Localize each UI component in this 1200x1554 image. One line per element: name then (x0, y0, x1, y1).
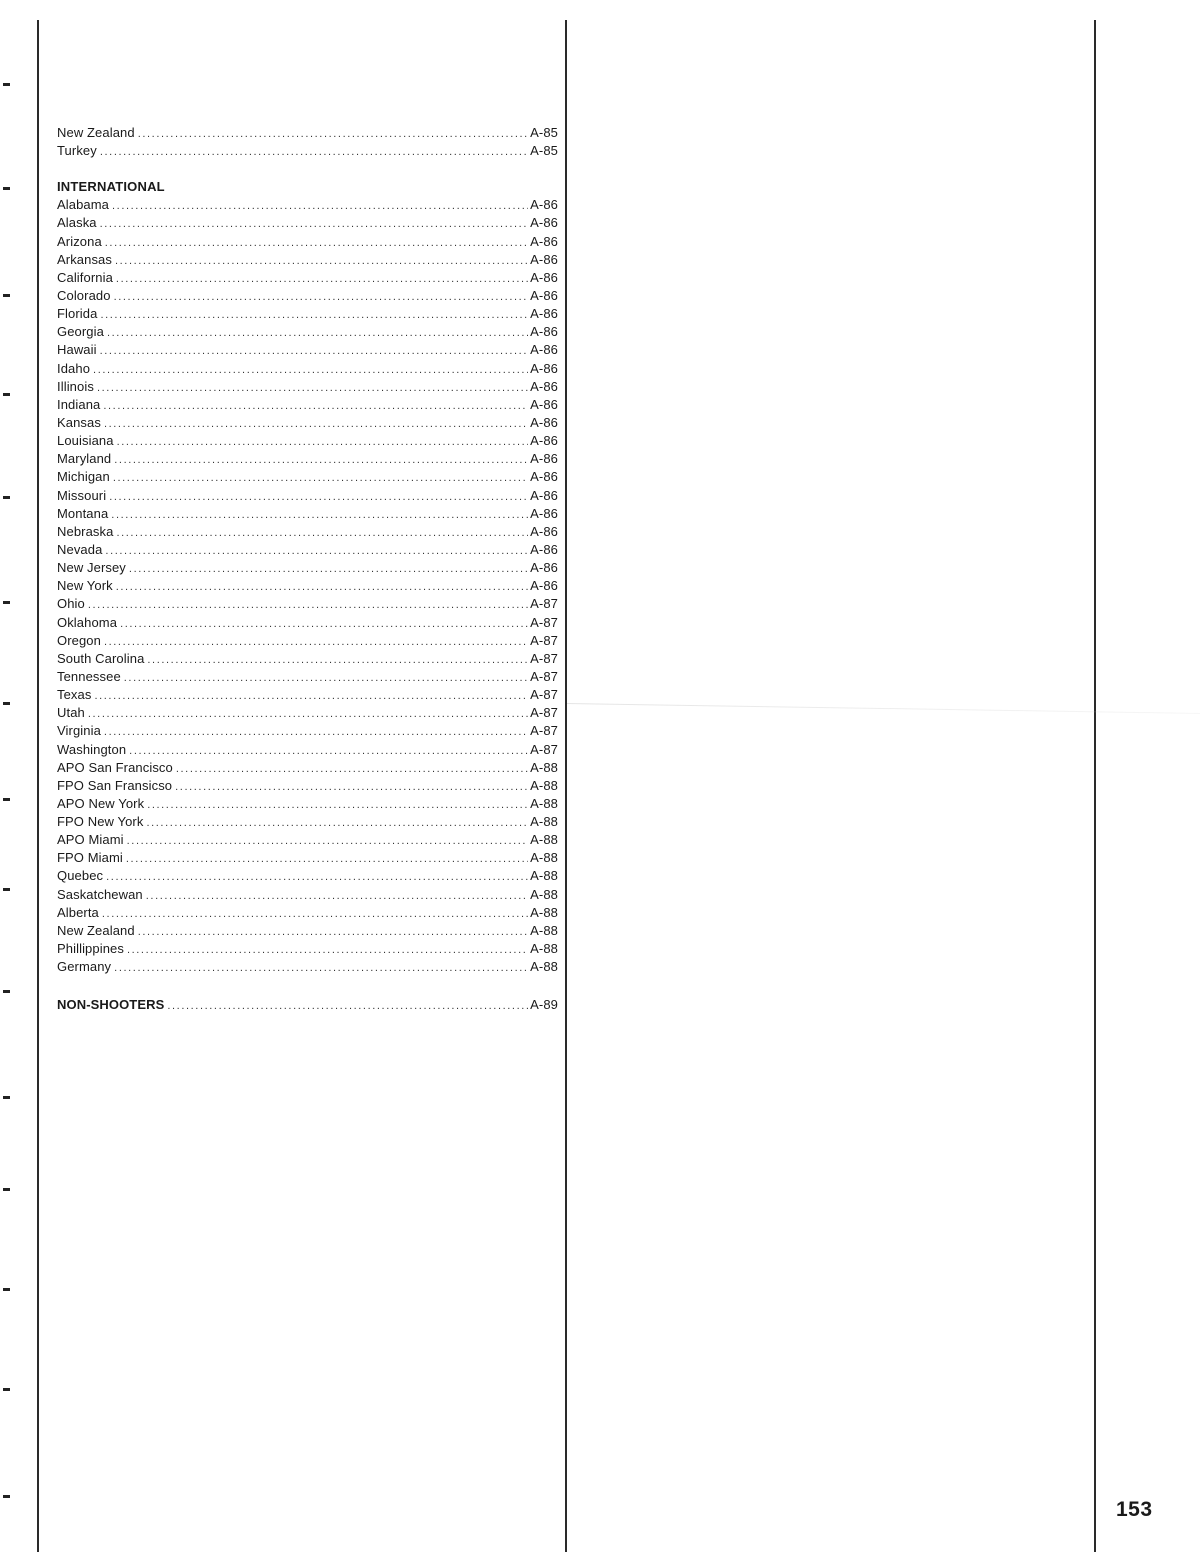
edge-tick-mark (3, 1288, 10, 1291)
scan-artifact-line (567, 703, 1200, 714)
entry-name: Texas (57, 687, 92, 703)
entry-name: New Zealand (57, 125, 135, 140)
dot-leader (167, 997, 528, 1014)
entry-page: A-86 (530, 269, 558, 285)
edge-tick-mark (3, 990, 10, 993)
edge-tick-mark (3, 798, 10, 801)
dot-leader (104, 723, 528, 740)
section-spacer (57, 976, 558, 996)
toc-entry (57, 849, 558, 867)
dot-leader (124, 669, 528, 686)
edge-tick-mark (3, 496, 10, 499)
dot-leader (116, 524, 528, 541)
toc-entry (57, 559, 558, 577)
entry-name: Georgia (57, 324, 104, 340)
entry-name: Tennessee (57, 668, 121, 684)
toc-entry (57, 341, 558, 359)
entry-page: A-87 (530, 596, 558, 612)
dot-leader (112, 197, 528, 214)
entry-page: A-86 (530, 505, 558, 521)
dot-leader (147, 796, 528, 813)
international-heading: INTERNATIONAL (57, 179, 165, 195)
international-entries-list (57, 196, 558, 976)
left-column-rule (37, 20, 39, 1552)
edge-tick-mark (3, 1388, 10, 1391)
entry-page: A-86 (530, 396, 558, 412)
toc-entry (57, 904, 558, 922)
entry-name: Hawaii (57, 342, 97, 358)
toc-entry (57, 632, 558, 650)
toc-entry (57, 759, 558, 777)
page-number: 153 (1116, 1498, 1153, 1521)
entry-name: FPO San Fransicso (57, 777, 173, 793)
entry-name: Missouri (57, 487, 107, 503)
entry-page: A-87 (530, 705, 558, 721)
toc-entry (57, 831, 558, 849)
entry-page: A-86 (530, 197, 558, 213)
toc-entry (57, 541, 558, 559)
toc-entry (57, 414, 558, 432)
entry-name: Maryland (57, 451, 112, 467)
entry-name: APO New York (57, 795, 145, 811)
entry-page: A-87 (530, 668, 558, 684)
entry-name: Indiana (57, 396, 101, 412)
entry-name: Illinois (57, 378, 94, 394)
dot-leader (94, 687, 528, 704)
entry-page: A-87 (530, 650, 558, 666)
toc-entry (57, 360, 558, 378)
dot-leader (97, 379, 528, 396)
entry-name: Virginia (57, 723, 101, 739)
table-of-contents (57, 124, 558, 1014)
toc-entry (57, 124, 558, 142)
entry-name: Idaho (57, 360, 91, 376)
toc-entry (57, 577, 558, 595)
entry-page: A-88 (530, 941, 558, 957)
entry-name: FPO Miami (57, 850, 123, 866)
middle-column-rule (565, 20, 567, 1552)
dot-leader (175, 778, 528, 795)
edge-tick-mark (3, 601, 10, 604)
entry-page: A-86 (530, 541, 558, 557)
entry-name: Alberta (57, 904, 99, 920)
dot-leader (104, 633, 528, 650)
toc-entry (57, 396, 558, 414)
dot-leader (114, 451, 528, 468)
dot-leader (138, 923, 528, 940)
toc-entry (57, 886, 558, 904)
entry-page: A-86 (530, 578, 558, 594)
dot-leader (100, 215, 529, 232)
entry-page: A-86 (530, 487, 558, 503)
entry-page: A-88 (530, 922, 558, 938)
entry-name: New Jersey (57, 560, 126, 576)
entry-page: A-85 (530, 143, 558, 159)
dot-leader (126, 850, 528, 867)
entry-name: FPO New York (57, 814, 144, 830)
dot-leader (106, 868, 528, 885)
toc-entry (57, 287, 558, 305)
dot-leader (138, 125, 528, 142)
entry-name: Michigan (57, 469, 110, 485)
toc-entry (57, 323, 558, 341)
entry-name: California (57, 269, 113, 285)
entry-name: NON-SHOOTERS (57, 997, 165, 1013)
dot-leader (116, 270, 528, 287)
dot-leader (114, 288, 529, 305)
entry-page: A-87 (530, 723, 558, 739)
entry-name: South Carolina (57, 650, 145, 666)
right-column-rule (1094, 20, 1096, 1552)
continued-entries-list (57, 124, 558, 160)
entry-page: A-87 (530, 614, 558, 630)
entry-name: Saskatchewan (57, 886, 143, 902)
toc-entry (57, 595, 558, 613)
toc-entry (57, 487, 558, 505)
toc-entry (57, 922, 558, 940)
entry-name: New York (57, 578, 113, 594)
entry-page: A-86 (530, 215, 558, 231)
entry-page: A-88 (530, 759, 558, 775)
entry-name: Oregon (57, 632, 101, 648)
toc-entry (57, 686, 558, 704)
toc-entry (57, 650, 558, 668)
dot-leader (100, 342, 529, 359)
entry-name: Arkansas (57, 251, 112, 267)
edge-tick-mark (3, 1495, 10, 1498)
entry-page: A-86 (530, 451, 558, 467)
dot-leader (111, 506, 528, 523)
entry-page: A-88 (530, 904, 558, 920)
toc-entry (57, 777, 558, 795)
edge-tick-mark (3, 187, 10, 190)
dot-leader (147, 651, 528, 668)
dot-leader (117, 433, 529, 450)
entry-name: Louisiana (57, 433, 114, 449)
toc-entry (57, 940, 558, 958)
toc-entry (57, 450, 558, 468)
dot-leader (107, 324, 528, 341)
entry-page: A-86 (530, 414, 558, 430)
entry-page: A-88 (530, 959, 558, 975)
entry-name: Quebec (57, 868, 104, 884)
toc-entry (57, 251, 558, 269)
toc-entry (57, 867, 558, 885)
dot-leader (115, 252, 528, 269)
entry-name: Washington (57, 741, 127, 757)
toc-entry (57, 233, 558, 251)
entry-page: A-86 (530, 233, 558, 249)
entry-name: Kansas (57, 414, 101, 430)
dot-leader (127, 941, 528, 958)
edge-tick-mark (3, 393, 10, 396)
entry-page: A-88 (530, 832, 558, 848)
entry-name: Utah (57, 705, 85, 721)
entry-name: Colorado (57, 287, 111, 303)
entry-page: A-86 (530, 378, 558, 394)
non-shooters-entry (57, 996, 558, 1014)
dot-leader (114, 959, 528, 976)
toc-entry (57, 468, 558, 486)
entry-page: A-86 (530, 342, 558, 358)
toc-entry (57, 505, 558, 523)
entry-page: A-86 (530, 469, 558, 485)
dot-leader (129, 742, 528, 759)
dot-leader (100, 143, 528, 160)
entry-name: Turkey (57, 143, 97, 159)
entry-page: A-88 (530, 850, 558, 866)
dot-leader (103, 397, 528, 414)
dot-leader (100, 306, 528, 323)
dot-leader (109, 488, 528, 505)
toc-entry (57, 722, 558, 740)
dot-leader (120, 615, 528, 632)
edge-tick-mark (3, 888, 10, 891)
entry-name: Alabama (57, 197, 110, 213)
entry-name: Oklahoma (57, 614, 118, 630)
toc-entry (57, 741, 558, 759)
toc-entry (57, 432, 558, 450)
entry-page: A-89 (530, 997, 558, 1013)
entry-name: Germany (57, 959, 112, 975)
entry-name: Ohio (57, 596, 85, 612)
entry-name: Nebraska (57, 523, 114, 539)
entry-name: APO Miami (57, 832, 124, 848)
toc-entry (57, 668, 558, 686)
entry-name: APO San Francisco (57, 759, 173, 775)
toc-entry (57, 614, 558, 632)
entry-page: A-88 (530, 814, 558, 830)
dot-leader (146, 887, 528, 904)
dot-leader (116, 578, 528, 595)
toc-entry (57, 958, 558, 976)
entry-page: A-87 (530, 741, 558, 757)
toc-entry (57, 142, 558, 160)
toc-entry (57, 704, 558, 722)
dot-leader (146, 814, 528, 831)
entry-page: A-86 (530, 287, 558, 303)
entry-name: New Zealand (57, 922, 135, 938)
entry-page: A-86 (530, 523, 558, 539)
edge-tick-mark (3, 294, 10, 297)
edge-tick-mark (3, 702, 10, 705)
entry-page: A-85 (530, 125, 558, 140)
toc-entry (57, 269, 558, 287)
entry-page: A-86 (530, 306, 558, 322)
toc-entry (57, 305, 558, 323)
edge-tick-mark (3, 83, 10, 86)
dot-leader (176, 760, 528, 777)
entry-name: Nevada (57, 541, 103, 557)
entry-page: A-87 (530, 687, 558, 703)
dot-leader (93, 361, 528, 378)
dot-leader (129, 560, 528, 577)
toc-entry (57, 196, 558, 214)
entry-name: Arizona (57, 233, 102, 249)
entry-page: A-88 (530, 795, 558, 811)
dot-leader (127, 832, 528, 849)
entry-page: A-86 (530, 360, 558, 376)
toc-entry (57, 214, 558, 232)
dot-leader (104, 415, 528, 432)
toc-entry (57, 378, 558, 396)
dot-leader (105, 234, 528, 251)
entry-page: A-88 (530, 777, 558, 793)
dot-leader (113, 469, 528, 486)
edge-tick-mark (3, 1188, 10, 1191)
toc-entry (57, 813, 558, 831)
dot-leader (105, 542, 528, 559)
entry-page: A-86 (530, 324, 558, 340)
entry-page: A-86 (530, 251, 558, 267)
entry-name: Florida (57, 306, 98, 322)
entry-page: A-87 (530, 632, 558, 648)
entry-page: A-86 (530, 433, 558, 449)
dot-leader (102, 905, 528, 922)
entry-page: A-88 (530, 868, 558, 884)
entry-page: A-86 (530, 560, 558, 576)
edge-tick-mark (3, 1096, 10, 1099)
dot-leader (88, 596, 528, 613)
entry-name: Alaska (57, 215, 97, 231)
entry-page: A-88 (530, 886, 558, 902)
dot-leader (88, 705, 528, 722)
toc-entry (57, 523, 558, 541)
entry-name: Montana (57, 505, 109, 521)
toc-entry (57, 795, 558, 813)
entry-name: Phillippines (57, 941, 124, 957)
